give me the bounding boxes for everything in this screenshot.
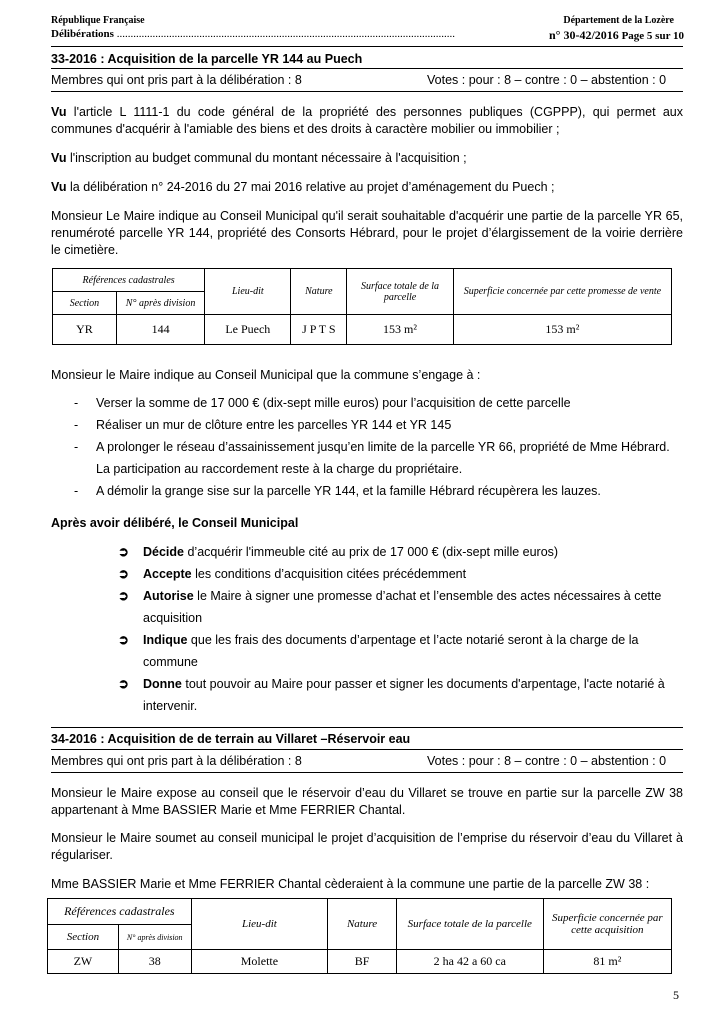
table1-col-lieu: Lieu-dit [205,269,291,315]
header-page-label: Page 5 sur 10 [621,30,684,42]
section2-top-rule [51,727,683,728]
vu2-text: l'inscription au budget communal du montant nécessaire à l'acquisition ; [66,151,467,165]
engagement-text: A démolir la grange sise sur la parcelle YR 144, et la famille Hébrard récupèrera les lauzes. [96,484,601,498]
vu2-label: Vu [51,151,67,165]
table2-cell-section: ZW [48,950,119,974]
list-item [74,392,674,414]
table1-cell-superficie: 153 m² [453,315,671,345]
table1-ref-header: Références cadastrales [53,269,205,292]
arrow-icon: ➲ [118,544,129,559]
arrow-icon: ➲ [118,676,129,691]
table1-cell-nature: J P T S [291,315,347,345]
dash: - [74,418,79,432]
section1-vu1 [51,104,683,138]
dash: - [74,440,79,454]
list-item [118,629,680,673]
table2-col-lieu: Lieu-dit [191,899,328,950]
section1-votes: Votes : pour : 8 – contre : 0 – abstention : 0 [427,73,667,87]
section1-conclusion-title: Après avoir délibéré, le Conseil Municipal [51,516,299,530]
arrow-icon: ➲ [118,632,129,647]
table1-cell-section: YR [53,315,117,345]
list-item [118,541,680,563]
decision-verb: Indique [143,633,188,647]
arrow-icon: ➲ [118,588,129,603]
table2-ref-header: Références cadastrales [48,899,192,925]
table2-col-surface: Surface totale de la parcelle [396,899,543,950]
header-departement: Département de la Lozère [563,15,674,26]
table-row [53,315,672,345]
list-item [118,585,680,629]
dash: - [74,484,79,498]
section2-p2: Monsieur le Maire soumet au conseil municipal le projet d’acquisition de l’emprise du réservoir d’eau du Villaret à régulariser. [51,831,683,862]
decision-text: d’acquérir l'immeuble cité au prix de 17 000 € (dix-sept mille euros) [184,545,559,559]
table2-cell-lieu: Molette [191,950,328,974]
table2-cell-division: 38 [118,950,191,974]
section2-p3: Mme BASSIER Marie et Mme FERRIER Chantal cèderaient à la commune une partie de la parcelle ZW 38 : [51,877,650,891]
section2-meta-rule [51,772,683,773]
page-number: 5 [673,988,679,1002]
section2-title: 34-2016 : Acquisition de de terrain au Villaret –Réservoir eau [51,732,411,746]
table2-cell-superficie: 81 m² [543,950,671,974]
vu1-label: Vu [51,105,67,119]
section1-title-rule [51,68,683,69]
table-row [48,950,672,974]
header-republique: République Française [51,15,145,26]
table1-cell-surface: 153 m² [347,315,454,345]
engagement-text: Réaliser un mur de clôture entre les parcelles YR 144 et YR 145 [96,418,452,432]
arrow-icon: ➲ [118,566,129,581]
decision-text: le Maire à signer une promesse d’achat et l’ensemble des actes nécessaires à cette acquisition [143,589,662,625]
table2-col-nature: Nature [328,899,397,950]
table1-cell-lieu: Le Puech [205,315,291,345]
section1-cadastral-table [52,268,672,345]
section2-cadastral-table [47,898,672,974]
section1-vu3 [51,179,683,196]
decision-verb: Accepte [143,567,192,581]
vu1-text: l'article L 1111-1 du code général de la propriété des personnes publiques (CGPPP), qui permet aux communes d'acquérir à l'amiable des biens et des droits à caractère mobilier ou immobilier ; [51,105,683,136]
engagement-text: Verser la somme de 17 000 € (dix-sept mille euros) pour l’acquisition de cette parcelle [96,396,571,410]
dash: - [74,396,79,410]
list-item [74,436,674,480]
table1-col-section: Section [53,292,117,315]
decision-text: que les frais des documents d’arpentage et l’acte notarié seront à la charge de la commune [143,633,639,669]
section2-p1: Monsieur le Maire expose au conseil que le réservoir d’eau du Villaret se trouve en partie sur la parcelle ZW 38 appartenant à Mme BASSIER Marie et Mme FERRIER Chantal. [51,786,683,817]
table2-col-superficie: Superficie concernée par cette acquisition [543,899,671,950]
table1-col-nature: Nature [291,269,347,315]
table2-cell-surface: 2 ha 42 a 60 ca [396,950,543,974]
table2-col-section: Section [48,925,119,950]
decision-verb: Autorise [143,589,194,603]
table1-col-division: N° après division [116,292,204,315]
engagements-list [74,392,674,502]
section1-vu2 [51,150,683,167]
engagement-text: A prolonger le réseau d’assainissement jusqu’en limite de la parcelle YR 66, propriété de Mme Hébrard. La participation au raccordement reste à la charge du propriétaire. [96,440,670,476]
decision-text: les conditions d’acquisition citées précédemment [191,567,467,581]
list-item [74,414,674,436]
table1-cell-division: 144 [116,315,204,345]
section1-meta-rule [51,91,683,92]
vu3-label: Vu [51,180,67,194]
header-dots: ........................................................................................................................... [116,28,455,40]
decision-verb: Décide [143,545,184,559]
section1-engage-intro: Monsieur le Maire indique au Conseil Municipal que la commune s’engage à : [51,368,481,382]
decision-verb: Donne [143,677,182,691]
decisions-list [118,541,680,717]
section2-members: Membres qui ont pris part à la délibération : 8 [51,754,302,768]
table1-col-superficie: Superficie concernée par cette promesse de vente [453,269,671,315]
list-item [118,563,680,585]
header-ref [547,28,684,43]
section1-intro: Monsieur Le Maire indique au Conseil Municipal qu'il serait souhaitable d'acquérir une partie de la parcelle YR 65, renuméroté parcelle YR 144, propriété des Consorts Hébrard, pour le projet d’élargissement de la voirie derrière le cimetière. [51,209,683,257]
decision-text: tout pouvoir au Maire pour passer et signer les documents d'arpentage, l'acte notarié à intervenir. [143,677,665,713]
header-ref-number: n° 30-42/2016 [549,28,619,42]
section2-title-rule [51,749,683,750]
vu3-text: la délibération n° 24-2016 du 27 mai 2016 relative au projet d’aménagement du Puech ; [66,180,555,194]
table1-col-surface: Surface totale de la parcelle [347,269,454,315]
header-divider [51,46,683,47]
list-item [118,673,680,717]
list-item [74,480,674,502]
section1-title: 33-2016 : Acquisition de la parcelle YR 144 au Puech [51,52,363,66]
section1-members: Membres qui ont pris part à la délibération : 8 [51,73,302,87]
section2-votes: Votes : pour : 8 – contre : 0 – abstention : 0 [427,754,667,768]
table2-cell-nature: BF [328,950,397,974]
header-deliberations: Délibérations [51,28,114,40]
table2-col-division: N° après division [118,925,191,950]
